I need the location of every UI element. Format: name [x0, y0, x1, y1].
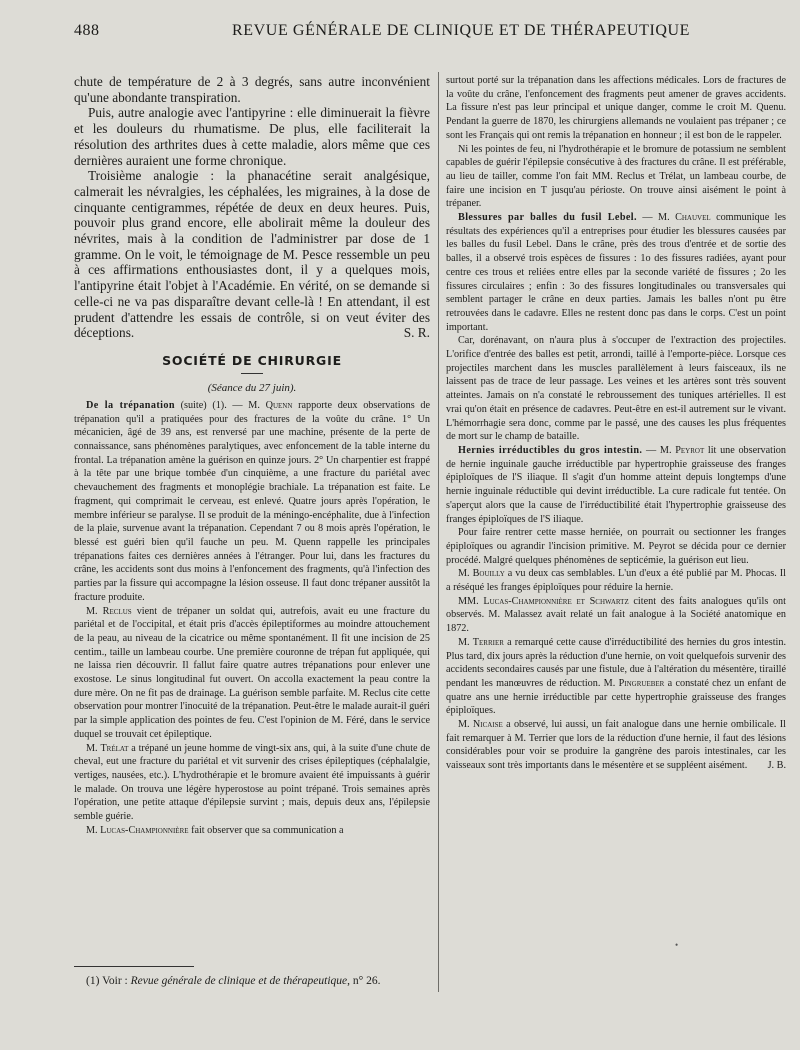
- paragraph: M. Lucas-Championnière fait observer que sa communication a: [86, 824, 344, 836]
- running-head: [74, 22, 764, 44]
- paragraph: Car, dorénavant, on n'aura plus à s'occuper de l'extraction des projectiles. L'orifice d'entrée des balles est petit, arrondi, taillé à l'emporte-pièce. Lorsque ces projectiles marchent dans les muscles parallèlement à leurs faisceaux, ils ne laissent pas de trace de leur passage. Les veines et les artères sont très souvent atteintes. Jamais on n'a constaté le rebroussement des tuniques artérielles. Il est vrai qu'on était en présence de cadavres. Peut-être en est-il autrement sur le vivant. L'hémorrhagie sera donc, comme par le passé, une des causes les plus fréquentes de mort sur le champ de bataille.: [446, 335, 786, 443]
- paragraph-text: lit une observation de hernie inguinale gauche irréductible par hypertrophie graisseuse des franges épiploïques de l'S iliaque. Il s'agit d'un homme atteint depuis longtemps d'une hernie inguinale réductible qui devint irréductible. La cure radicale fut tentée. On s'aperçut alors que la cause de l'irréductibilité était l'hypertrophie graisseuse des franges épiploïques de l'S iliaque.: [446, 444, 786, 525]
- surgeon-names: Lucas-Championnière et Schwartz: [483, 595, 629, 607]
- paragraph: M. Nicaise a observé, lui aussi, un fait analogue dans une hernie ombilicale. Il fait remarquer à M. Terrier que lors de la réduction d'une hernie, il faut des lésions considérables pour voir se produire la gangrène des parois intestinales, car les vaisseaux sont très importants dans le mésentère et se suppléent aisément. J. B.: [446, 719, 786, 772]
- footnote-suffix: , n° 26.: [347, 975, 381, 987]
- paragraph-text: a remarqué cette cause d'irréductibilité des hernies du gros intestin. Plus tard, dix jours après la réduction d'une hernie, on voit quelquefois survenir des accidents secondaires causés par une fistule, due à l'altération du mésentère, tiraillé pendant les manœuvres de réduction. M.: [446, 636, 786, 689]
- paragraph: Puis, autre analogie avec l'antipyrine : elle diminuerait la fièvre et les douleurs du rhumatisme. De plus, elle faciliterait la résolution des arthrites dues à cette maladie, alors même que ces dernières auraient une forme chronique.: [74, 105, 430, 168]
- paragraph: surtout porté sur la trépanation dans les affections médicales. Lors de fractures de la voûte du crâne, l'enfoncement des fragments peut amener de graves accidents. La fissure n'est pas leur principal et unique danger, comme le croit M. Quenu. Pendant la guerre de 1870, les chirurgiens allemands ne voulaient pas trépaner ; ce sont les Français qui ont remis la trépanation en honneur ; il est bon de le rappeler.: [446, 75, 786, 141]
- paragraph-text: a trépané un jeune homme de vingt-six ans, qui, à la suite d'une chute de cheval, eut une fracture du pariétal et vit survenir des crises épileptiques (céphalalgie, vertiges, nausées, etc.). L'hydrothérapie et le bromure avaient été impuissants à guérir le malade. On trouva une légère hyperostose au point trépané. Trois semaines après l'opération, une petite attaque d'épilepsie survint ; mais, depuis deux ans, l'épilepsie semble guérie.: [74, 742, 430, 823]
- session-date: (Séance du 27 juin).: [207, 381, 297, 394]
- paragraph-text: citent des faits analogues qu'ils ont observés. M. Malassez avait relaté un fait analogue à la Société anatomique en 1872.: [446, 595, 786, 635]
- surgeon-name: Pingrueber: [618, 677, 665, 689]
- journal-title: REVUE GÉNÉRALE DE CLINIQUE ET DE THÉRAPEUTIQUE: [232, 22, 691, 39]
- paragraph-text: a constaté chez un enfant de quatre ans une hernie irréductible par cette hypertrophie graisseuse des franges épiploïques.: [446, 677, 786, 717]
- paragraph: [74, 399, 430, 605]
- paragraph: M. Trélat a trépané un jeune homme de vingt-six ans, qui, à la suite d'une chute de cheval, eut une fracture du pariétal et vit survenir des crises épileptiques (céphalalgie, vertiges, nausées, etc.). L'hydrothérapie et le bromure avaient été impuissants à guérir le malade. On trouva une légère hyperostose au point trépané. Trois semaines après l'opération, une petite attaque d'épilepsie survint ; mais, depuis deux ans, l'épilepsie semble guérie.: [74, 742, 430, 823]
- surgeon-name: Chauvel: [675, 212, 711, 224]
- paragraph: Hernies irréductibles du gros intestin. — M. Peyrot lit une observation de hernie inguinale gauche irréductible par hypertrophie graisseuse des franges épiploïques de l'S iliaque. Il s'agit d'un homme atteint depuis longtemps d'une hernie inguinale réductible qui devint irréductible. La cure radicale fut tentée. On s'aperçut alors que la cause de l'irréductibilité était l'hypertrophie graisseuse des franges épiploïques de l'S iliaque.: [446, 444, 786, 525]
- paragraph: Blessures par balles du fusil Lebel. — M. Chauvel communique les résultats des expériences qu'il a entreprises pour étudier les blessures causées par les balles du fusil Lebel. Dans le crâne, près des trous d'entrée et de sortie des balles, il a observé trois espèces de fissures : 1o des fissures radiées, ayant pour centre ces trous et reliées entre elles par la seconde variété de fissures ; 2o les fissures circulaires ; enfin : 3o des fissures longitudinales ou transversales qui semblent partager le crâne en deux parties. Jamais les balles n'ont pu être retrouvées dans le cadavre. Elles ne restent donc pas dans le corps. C'est un point important.: [446, 212, 786, 333]
- page-number: 488: [74, 22, 100, 39]
- paragraph-text: communique les résultats des expériences qu'il a entreprises pour étudier les blessures causées par les balles du fusil Lebel. Dans le crâne, près des trous d'entrée et de sortie des balles, il a observé trois espèces de fissures : 1o des fissures radiées, ayant pour centre ces trous et reliées entre elles par la seconde variété de fissures ; 2o les fissures circulaires ; enfin : 3o des fissures longitudinales ou transversales qui semblent partager le crâne en deux parties. Jamais les balles n'ont pu être retrouvées dans le cadavre. Elles ne restent donc pas dans le corps. C'est un point important.: [446, 212, 786, 333]
- phenacetin-article: [74, 74, 430, 341]
- footnote-prefix: (1) Voir :: [86, 975, 131, 987]
- paragraph: M. Bouilly a vu deux cas semblables. L'un d'eux a été publié par M. Phocas. Il a réséqué les franges épiploïques pour réduire la hernie.: [446, 568, 786, 594]
- subsection-title: De la trépanation: [86, 399, 175, 411]
- subsection-title: Blessures par balles du fusil Lebel.: [458, 212, 637, 224]
- paragraph: Pour faire rentrer cette masse herniée, on pourrait ou sectionner les franges épiploïques ou agrandir l'incision primitive. M. Peyrot se décida pour ce dernier procédé. Malgré quelques phénomènes de septicémie, la guérison eut lieu.: [446, 527, 786, 566]
- paragraph: [74, 168, 430, 341]
- paragraph-text: Troisième analogie : la phanacétine serait analgésique, calmerait les névralgies, les céphalées, les migraines, à la dose de cinquante centigrammes, répétée de deux en deux heures. Puis, pouvoir plus grand encore, elle abolirait même la douleur des névrites, mais à la condition de l'administrer par dose de 1 gramme. On le voit, le témoignage de M. Pesce ressemble un peu à ces affirmations enthousiastes dont, il y a quelques mois, l'antipyrine était l'objet à l'Académie. En vérité, on se demande si celle-ci ne va pas disparaître devant celle-là ! En attendant, il est prudent d'attendre les essais de contrôle, si on veut éviter des déceptions.: [74, 168, 430, 341]
- paragraph-text: vient de trépaner un soldat qui, autrefois, avait eu une fracture du pariétal et de l'occipital, et était pris d'accès épileptiformes au moindre attouchement de la peau, au niveau de la cicatrice ou même spontanément. Il fit une incision de 25 centim., taille un lambeau courbe. Une première couronne de trépan fut appliquée, qui ne laissa rien découvrir. Il fallut faire quatre autres trépanations pour enlever une exostose. Le sinus longitudinal fut ouvert. On accolla exactement la peau contre la dure mère. On ne fit pas de drainage. La guérison semble parfaite. M. Reclus cite cette observation pour montrer l'inocuité de la trépanation. Peut-être le malade aurait-il guéri par la simple application des pointes de feu. C'est l'opinion de M. Féré, dans le service duquel se trouvait cet épileptique.: [74, 605, 430, 740]
- right-column: [446, 74, 786, 974]
- surgeon-name: Bouilly: [472, 568, 505, 580]
- footnote: [86, 974, 430, 988]
- surgeon-name: Trélat: [100, 742, 129, 754]
- surgeon-name: Terrier: [472, 636, 504, 648]
- left-column: [74, 74, 430, 986]
- surgeon-name: Lucas-Championnière: [100, 824, 189, 836]
- section-title: SOCIÉTÉ DE CHIRURGIE: [74, 353, 430, 374]
- paragraph-text: fait observer que sa communication a: [188, 824, 344, 836]
- paragraph: M. Terrier a remarqué cette cause d'irréductibilité des hernies du gros intestin. Plus tard, dix jours après la réduction d'une hernie, on voit quelquefois survenir des accidents secondaires causés par une fistule, due à l'altération du mésentère, tiraillé pendant les manœuvres de réduction. M. Pingrueber a constaté chez un enfant de quatre ans une hernie irréductible par cette hypertrophie graisseuse des franges épiploïques.: [446, 636, 786, 717]
- surgery-society-report-continued: [446, 74, 786, 773]
- surgery-society-report: [74, 399, 430, 838]
- paragraph: MM. Lucas-Championnière et Schwartz citent des faits analogues qu'ils ont observés. M. Malassez avait relaté un fait analogue à la Société anatomique en 1872.: [446, 595, 786, 635]
- signature: S. R.: [403, 325, 430, 341]
- printer-mark: •: [675, 940, 679, 950]
- subsection-title: Hernies irréductibles du gros intestin.: [458, 444, 643, 456]
- surgeon-name: Quenn: [265, 399, 293, 411]
- paragraph-text: a observé, lui aussi, un fait analogue dans une hernie ombilicale. Il fait remarquer à M. Terrier que lors de la réduction d'une hernie, il faut des lésions considérables pour voir se produire la gangrène des parois intestinales, car les vaisseaux sont très importants dans le mésentère et se suppléent aisément.: [446, 719, 786, 772]
- signature: J. B.: [767, 760, 786, 772]
- paragraph-text: rapporte deux observations de trépanation qu'il a pratiquées pour des fractures de la voûte du crâne. 1° Un mécanicien, âgé de 39 ans, est renversé par une machine, présente de la perte de connaissance, sans phénomènes paralytiques, avec enfoncement de la table interne du frontal. La trépanation amène la guérison en quinze jours. 2° Un charpentier est frappé à la tête par une brique tombée d'un cinquième, a une fracture du pariétal avec chevauchement des fragments et monoplégie brachiale. La trépanation est faite. Le fragment, qui comprimait le cerveau, est enlevé. Quatre jours après l'opération, le membre inférieur se paralyse. Il se produit de la méningo-encéphalite, due à l'infection de la plaie, survenue avant la trépanation. Cependant 7 ou 8 mois après l'opération, le blessé est guéri bien qu'il fauche un peu. M. Quenn rappelle les principales trépanations faites ces dernières années à l'étranger. Pour lui, dans les fractures du crâne, les accidents sont dus moins à l'enfoncement des fragments, qu'à l'infection des parties par la fissure qui accompagne la lésion osseuse. Il faut donc trépaner aussitôt la fracture produite.: [74, 399, 430, 603]
- paragraph: M. Reclus vient de trépaner un soldat qui, autrefois, avait eu une fracture du pariétal et de l'occipital, et était pris d'accès épileptiformes au moindre attouchement de la peau, au niveau de la cicatrice ou même spontanément. Il fit une incision de 25 centim., taille un lambeau courbe. Une première couronne de trépan fut appliquée, qui ne laissa rien découvrir. Il fallut faire quatre autres trépanations pour enlever une exostose. Le sinus longitudinal fut ouvert. On accolla exactement la peau contre la dure mère. On ne fit pas de drainage. La guérison semble parfaite. M. Reclus cite cette observation pour montrer l'inocuité de la trépanation. Peut-être le malade aurait-il guéri par la simple application des pointes de feu. C'est l'opinion de M. Féré, dans le service duquel se trouvait cet épileptique.: [74, 605, 430, 740]
- paragraph: Ni les pointes de feu, ni l'hydrothérapie et le bromure de potassium ne semblent capables de guérir l'épilepsie consécutive à des fractures du crâne. Il est préférable, au lieu de tailler, comme l'on fait MM. Reclus et Trélat, un lambeau courbe, de faire une incision en T jusqu'au périoste. On trouve ainsi aisément le point à trépaner.: [446, 143, 786, 210]
- surgeon-name: Peyrot: [675, 444, 705, 456]
- paragraph-text: (suite) (1). — M.: [180, 399, 266, 411]
- footnote-journal: Revue générale de clinique et de thérapeutique: [130, 975, 348, 987]
- paragraph: chute de température de 2 à 3 degrés, sans autre inconvénient qu'une abondante transpiration.: [74, 74, 430, 105]
- paragraph-text: a vu deux cas semblables. L'un d'eux a été publié par M. Phocas. Il a réséqué les franges épiploïques pour réduire la hernie.: [446, 568, 786, 594]
- surgeon-name: Nicaise: [472, 719, 503, 731]
- column-divider: [438, 72, 439, 992]
- footnote-rule: [74, 966, 194, 967]
- surgeon-name: Reclus: [102, 605, 132, 617]
